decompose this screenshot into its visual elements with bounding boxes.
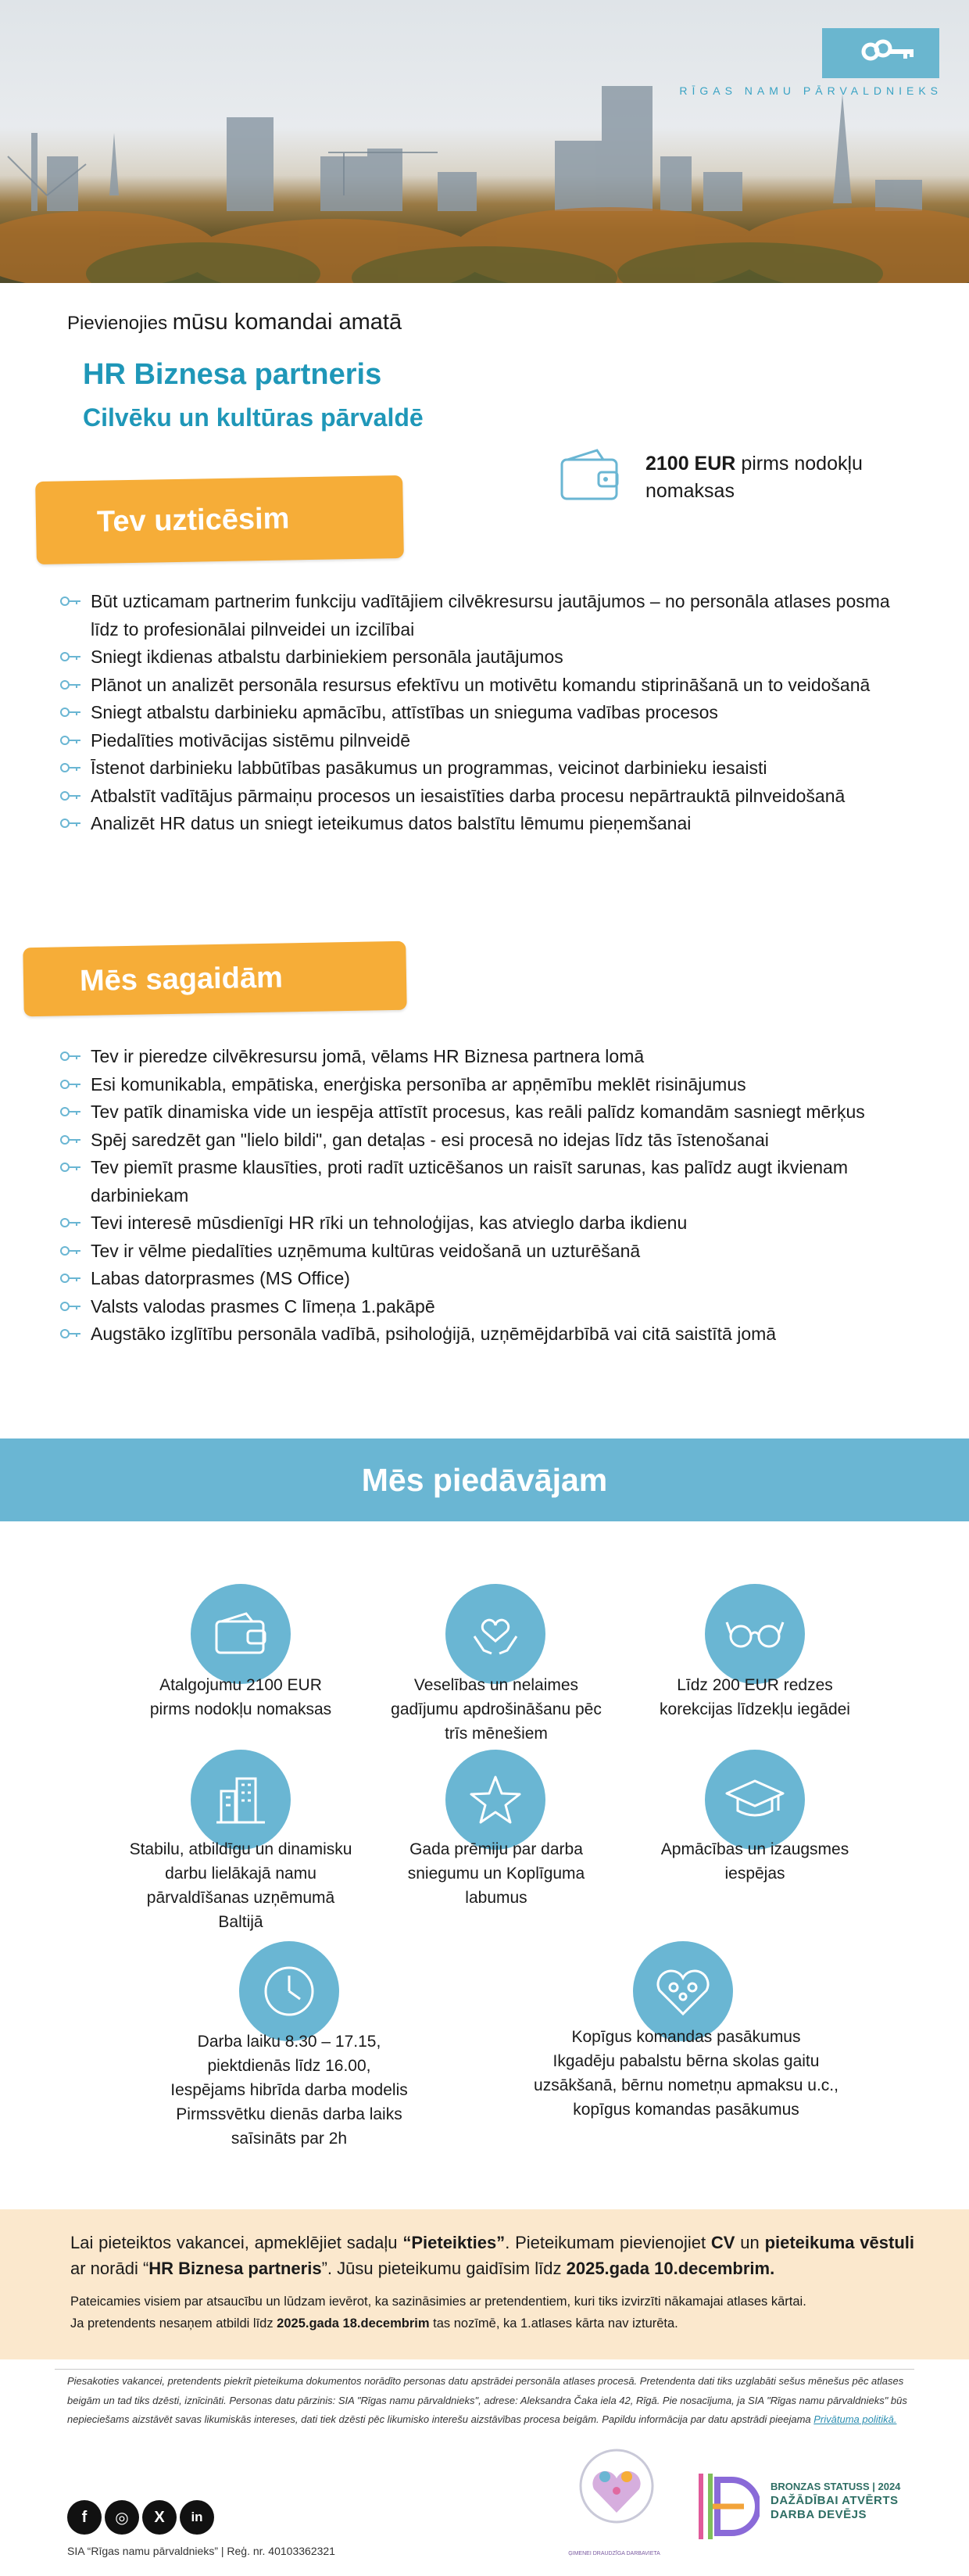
key-bullet-icon (59, 1300, 83, 1313)
family-friendly-badge-text: ĢIMENEI DRAUDZĪGA DARBAVIETA (568, 2551, 660, 2556)
section-heading-trust: Tev uzticēsim (35, 475, 404, 564)
list-item: Analizēt HR datus un sniegt ieteikumus datos balstītu lēmumu pieņemšanai (59, 810, 911, 838)
trust-list (59, 588, 911, 838)
list-item: Īstenot darbinieku labbūtības pasākumus un programmas, veicinot darbinieku iesaisti (59, 754, 911, 783)
key-bullet-icon (59, 1050, 83, 1062)
list-item: Tev patīk dinamiska vide un iespēja attīstīt procesus, kas reāli palīdz komandām sasniegt mērķus (59, 1098, 927, 1127)
benefit-caption: Apmācības un izaugsmes iespējas (660, 1840, 849, 1883)
key-bullet-icon (59, 1245, 83, 1257)
intro-lead-big: mūsu komandai amatā (172, 310, 402, 335)
benefit-caption: Stabilu, atbildīgu un dinamisku darbu lielākajā namu pārvaldīšanas uzņēmumā Baltijā (129, 1840, 352, 1931)
wallet-icon (560, 449, 620, 503)
star-icon (445, 1750, 545, 1850)
list-item: Labas datorprasmes (MS Office) (59, 1265, 927, 1293)
key-bullet-icon (59, 1327, 83, 1340)
key-bullet-icon (59, 1134, 83, 1146)
job-title: HR Biznesa partneris (83, 358, 382, 391)
benefit-caption: Gada prēmiju par darba sniegumu un Koplīguma labumus (407, 1840, 585, 1907)
key-bullet-icon (59, 734, 83, 747)
key-bullet-icon (59, 595, 83, 607)
key-bullet-icon (59, 761, 83, 774)
benefit-caption: Kopīgus komandas pasākumus Ikgadēju pabalstu bērna skolas gaitu uzsākšanā, bērnu nometņu apmaksu u.c., kopīgus komandas pasākumus (534, 2028, 838, 2119)
list-item: Esi komunikabla, empātiska, enerģiska personība ar apņēmību meklēt risinājumus (59, 1071, 927, 1099)
diversity-badge-text: BRONZAS STATUSS | 2024 DAŽĀDĪBAI ATVĒRTS DARBA DEVĒJS (771, 2481, 901, 2521)
key-bullet-icon (59, 790, 83, 802)
list-item: Tev piemīt prasme klausīties, proti radīt uzticēšanos un raisīt sarunas, kas palīdz augt ikvienam darbiniekam (59, 1154, 927, 1209)
salary-text: pirms nodokļu nomaksas (645, 453, 863, 502)
x-icon[interactable]: X (142, 2500, 177, 2535)
apply-instructions: Lai pieteiktos vakancei, apmeklējiet sadaļu “Pieteikties”. Pieteikumam pievienojiet CV un pieteikuma vēstuli ar norādi “HR Biznesa partneris”. Jūsu pieteikumu gaidīsim līdz 2025.gada 10.decembrim. (70, 2233, 914, 2278)
key-bullet-icon (59, 1105, 83, 1118)
buildings-icon (191, 1750, 291, 1850)
list-item: Valsts valodas prasmes C līmeņa 1.pakāpē (59, 1293, 927, 1321)
key-bullet-icon (59, 1216, 83, 1229)
list-item: Atbalstīt vadītājus pārmaiņu procesos un iesaistīties darba procesu nepārtrauktā pilnveidošanā (59, 783, 911, 811)
apply-note: Pateicamies visiem par atsaucību un lūdzam ievērot, ka sazināsimies ar pretendentiem, kuri tiks izvirzīti nākamajai atlases kārtai. Ja pretendents nesaņem atbildi līdz 2025.gada 18.decembrim tas nozīmē, ka 1.atlases kārta nav izturēta. (70, 2295, 806, 2331)
key-bullet-icon (59, 1078, 83, 1091)
salary-amount: 2100 EUR (645, 453, 736, 475)
expect-list (59, 1043, 927, 1349)
list-item: Augstāko izglītību personāla vadībā, psiholoģijā, uzņēmējdarbībā vai citā saistītā jomā (59, 1320, 927, 1349)
list-item: Tev ir pieredze cilvēkresursu jomā, vēlams HR Biznesa partnera lomā (59, 1043, 927, 1071)
key-bullet-icon (59, 679, 83, 691)
divider (55, 2369, 914, 2370)
benefit-caption: Līdz 200 EUR redzes korekcijas līdzekļu iegādei (660, 1676, 850, 1718)
list-item: Tev ir vēlme piedalīties uzņēmuma kultūras veidošanā un uzturēšanā (59, 1238, 927, 1266)
benefit-caption: Darba laiku 8.30 – 17.15, piektdienās līdz 16.00, Iespējams hibrīda darba modelis Pirmssvētku dienās darba laiks saīsināts par 2h (170, 2033, 408, 2148)
privacy-policy-link[interactable]: Privātuma politikā. (813, 2413, 897, 2425)
section-heading-expect: Mēs sagaidām (23, 941, 406, 1017)
salary-info (645, 450, 911, 505)
benefit-caption: Veselības un nelaimes gadījumu apdrošināšanu pēc trīs mēnešiem (391, 1676, 602, 1743)
apply-deadline: 2025.gada 10.decembrim. (566, 2259, 775, 2278)
key-bullet-icon (59, 1161, 83, 1173)
key-bullet-icon (59, 817, 83, 829)
intro-lead: Pievienojies (67, 313, 168, 334)
clock-icon (239, 1941, 339, 2041)
list-item: Tevi interesē mūsdienīgi HR rīki un tehnoloģijas, kas atvieglo darba ikdienu (59, 1209, 927, 1238)
facebook-icon[interactable]: f (67, 2500, 102, 2535)
company-registration: SIA “Rīgas namu pārvaldnieks” | Reģ. nr. 40103362321 (67, 2545, 335, 2557)
key-bullet-icon (59, 706, 83, 718)
list-item: Sniegt ikdienas atbalstu darbiniekiem personāla jautājumos (59, 643, 911, 672)
intro-line (67, 310, 402, 335)
glasses-icon (705, 1584, 805, 1684)
section-heading-offer: Mēs piedāvājam (361, 1462, 608, 1498)
family-friendly-badge-icon (575, 2441, 658, 2550)
key-logo-icon (822, 28, 939, 78)
key-bullet-icon (59, 650, 83, 663)
apply-link-label: “Pieteikties” (402, 2233, 506, 2252)
company-logo-text: RĪGAS NAMU PĀRVALDNIEKS (679, 84, 942, 97)
list-item: Spēj saredzēt gan "lielo bildi", gan detaļas - esi procesā no idejas līdz tās īstenošanai (59, 1127, 927, 1155)
job-department: Cilvēku un kultūras pārvaldē (83, 403, 424, 432)
health-hands-icon (445, 1584, 545, 1684)
diversity-badge-icon (692, 2469, 760, 2544)
linkedin-icon[interactable]: in (180, 2500, 214, 2535)
list-item: Piedalīties motivācijas sistēmu pilnveidē (59, 727, 911, 755)
benefit-caption: Atalgojumu 2100 EUR pirms nodokļu nomaksas (149, 1676, 332, 1718)
graduation-cap-icon (705, 1750, 805, 1850)
privacy-notice: Piesakoties vakancei, pretendents piekrīt pieteikuma dokumentos norādīto personas datu apstrādei personāla atlases procesā. Pretendenta dati tiks uzglabāti sešus mēnešus pēc atlases beigām un tad tiks dzēsti, iznīcināti. Personas datu pārzinis: SIA "Rīgas namu pārvaldnieks", adrese: Aleksandra Čaka iela 42, Rīgā. Pie nosacījuma, ja SIA "Rīgas namu pārvaldnieks" būs nepieciešams aizstāvēt savas likumiskās intereses, dati tiek dzēsti pēc likumisko interešu aizstāvības procesa beigām. Papildu informācija par datu apstrādi pieejama Privātuma politikā. (67, 2375, 907, 2425)
list-item: Plānot un analizēt personāla resursus efektīvu un motivētu komandu stiprināšanā un to veidošanā (59, 672, 911, 700)
instagram-icon[interactable]: ◎ (105, 2500, 139, 2535)
list-item: Sniegt atbalstu darbinieku apmācību, attīstības un snieguma vadības procesos (59, 699, 911, 727)
key-bullet-icon (59, 1272, 83, 1284)
company-logo-mark[interactable] (822, 28, 939, 78)
list-item: Būt uzticamam partnerim funkciju vadītājiem cilvēkresursu jautājumos – no personāla atlases posma līdz to profesionālai pilnveidei un izcilībai (59, 588, 911, 643)
wallet-icon (191, 1584, 291, 1684)
